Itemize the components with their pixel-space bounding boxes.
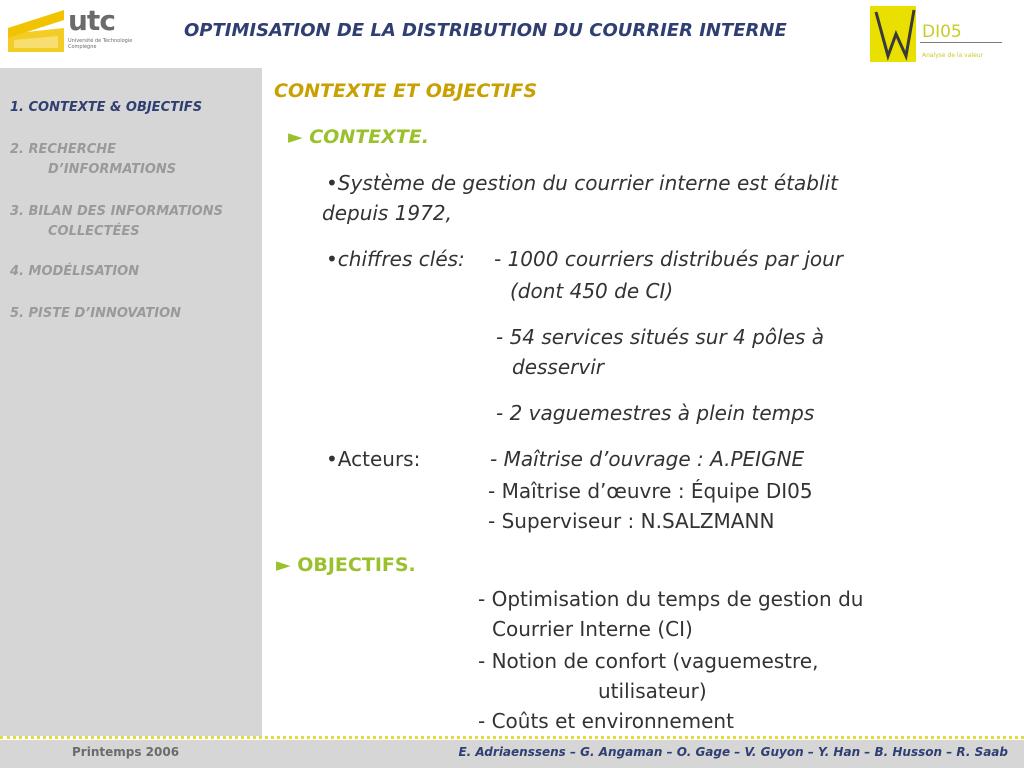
utc-logo-subtitle: Université de Technologie Compiègne [68,38,133,50]
sidebar-item-label: 4. MODÉLISATION [10,264,140,279]
sidebar-item-modelisation[interactable] [10,262,139,282]
sidebar-item-recherche[interactable] [10,140,176,180]
acteur-maitrise-oeuvre: - Maîtrise d’œuvre : Équipe DI05 [488,479,813,503]
slide-header [0,0,1024,68]
acteur-maitrise-ouvrage: - Maîtrise d’ouvrage : A.PEIGNE [490,447,805,471]
objectif-confort-detail: utilisateur) [598,679,707,703]
chiffres-item-services: - 54 services situés sur 4 pôles à [496,325,824,349]
di05-logo-text: DI05 [922,22,962,42]
sidebar-item-label-continued: COLLECTÉES [48,224,140,239]
objectifs-heading: ► OBJECTIFS. [276,554,416,576]
slide-footer [0,740,1024,768]
sidebar-item-bilan[interactable] [10,202,223,242]
objectif-confort: - Notion de confort (vaguemestre, [478,649,819,673]
objectif-couts: - Coûts et environnement [478,709,734,733]
utc-logo-text: utc [68,4,115,37]
sidebar-item-innovation[interactable] [10,304,181,324]
bullet-systeme-line2: depuis 1972, [322,201,452,225]
sidebar-item-label: 1. CONTEXTE & OBJECTIFS [10,100,203,115]
bullet-acteurs-label: •Acteurs: [326,447,421,471]
sidebar-nav [0,68,262,736]
sidebar-item-contexte[interactable] [10,98,202,118]
objectif-optimisation: - Optimisation du temps de gestion du [478,587,864,611]
bullet-systeme-line1: •Système de gestion du courrier interne est établit [326,171,838,195]
chiffres-item-courriers-detail: (dont 450 de CI) [510,279,674,303]
page-title: OPTIMISATION DE LA DISTRIBUTION DU COURRIER INTERNE [184,20,787,41]
chiffres-item-courriers: - 1000 courriers distribués par jour [494,247,844,271]
acteur-superviseur: - Superviseur : N.SALZMANN [488,509,775,533]
sidebar-item-label: 3. BILAN DES INFORMATIONS [10,204,223,219]
bullet-chiffres-label: •chiffres clés: [326,247,465,271]
footer-divider [0,736,1024,739]
footer-authors: E. Adriaenssens – G. Angaman – O. Gage – V. Guyon – Y. Han – B. Husson – R. Saab [458,745,1008,759]
di05-logo-subtitle: Analyse de la valeur [922,52,984,59]
di05-logo-divider [920,42,1002,43]
footer-semester: Printemps 2006 [72,745,180,759]
sidebar-item-label: 5. PISTE D’INNOVATION [10,306,182,321]
sidebar-item-label: 2. RECHERCHE [10,142,117,157]
slide-content [262,68,1024,736]
chiffres-item-vaguemestres: - 2 vaguemestres à plein temps [496,401,815,425]
contexte-heading: ► CONTEXTE. [288,126,429,148]
section-title: CONTEXTE ET OBJECTIFS [274,80,538,102]
objectif-optimisation-detail: Courrier Interne (CI) [492,617,693,641]
sidebar-item-label-continued: D’INFORMATIONS [48,162,177,177]
chiffres-item-services-detail: desservir [512,355,604,379]
